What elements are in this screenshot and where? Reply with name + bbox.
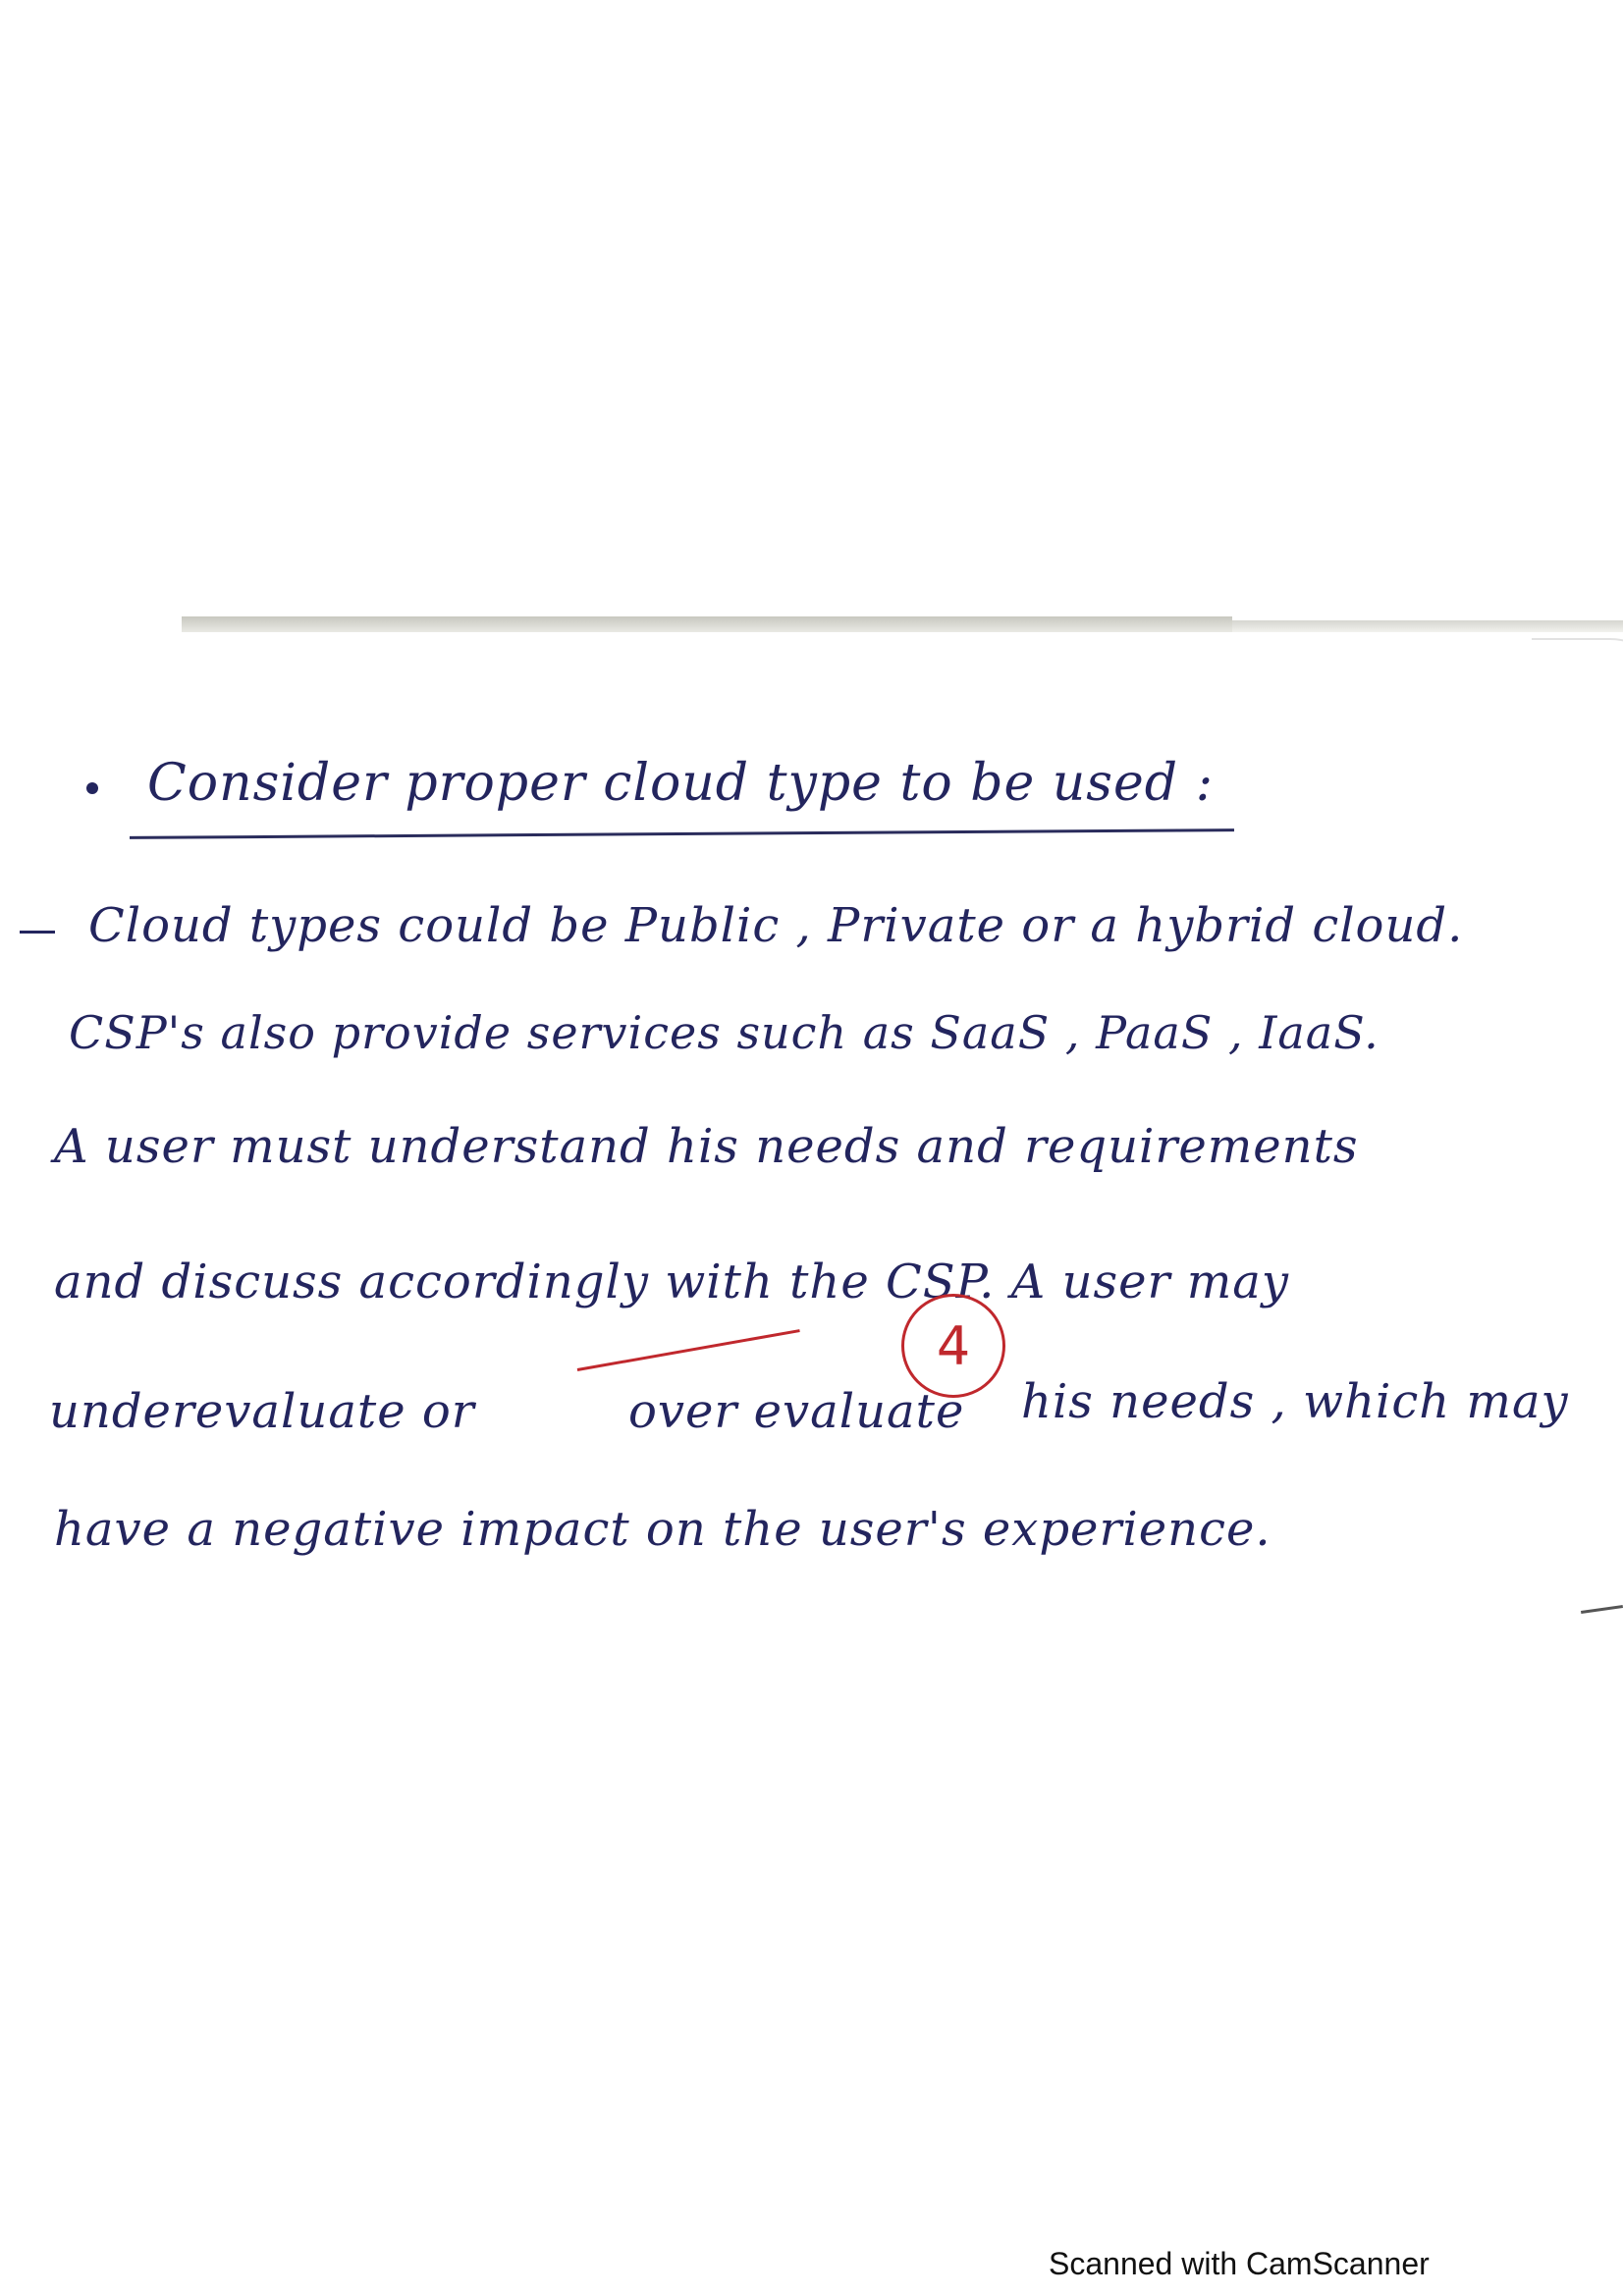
- text-line-4: and discuss accordingly with the CSP. A user may: [54, 1255, 1290, 1309]
- text-line-5b: his needs , which may: [1021, 1374, 1569, 1429]
- bullet-dot: [86, 782, 98, 794]
- scanner-footer: Scanned with CamScanner: [1049, 2246, 1430, 2281]
- heading: Consider proper cloud type to be used :: [147, 754, 1215, 813]
- scan-top-edge: [182, 616, 1232, 632]
- text-line-5a: underevaluate or: [49, 1384, 475, 1439]
- dash-marker: [20, 931, 55, 934]
- text-line-1: Cloud types could be Public , Private or a hybrid cloud.: [88, 898, 1464, 953]
- text-line-5-struck: over evaluate: [628, 1384, 965, 1439]
- paper-bottom-mark: [1581, 1605, 1623, 1614]
- red-correction-strike: [577, 1329, 800, 1371]
- text-line-3: A user must understand his needs and requirements: [54, 1119, 1359, 1174]
- text-line-2: CSP's also provide services such as SaaS , PaaS , IaaS.: [69, 1006, 1380, 1059]
- paper-corner: [1532, 638, 1623, 836]
- scan-top-edge-right: [1232, 620, 1623, 632]
- text-line-6: have a negative impact on the user's experience.: [54, 1502, 1271, 1557]
- heading-underline: [130, 828, 1234, 839]
- grade-mark: 4: [901, 1294, 1005, 1398]
